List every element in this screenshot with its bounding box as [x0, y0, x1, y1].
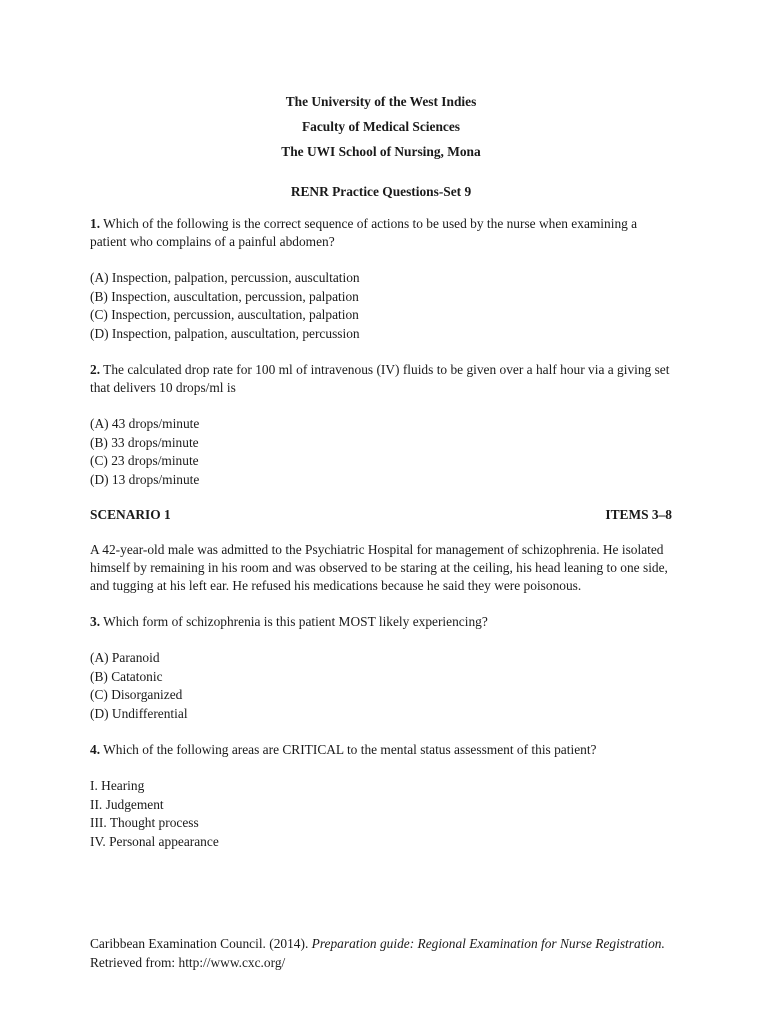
- faculty-name: Faculty of Medical Sciences: [301, 119, 461, 134]
- citation-source: Retrieved from: http://www.cxc.org/: [90, 955, 286, 970]
- question-1-option-a: (A) Inspection, palpation, percussion, auscultation: [90, 270, 360, 285]
- question-1-text: Which of the following is the correct sequence of actions to be used by the nurse when examining a patient who complains of a painful abdomen?: [90, 216, 638, 249]
- question-3-text: Which form of schizophrenia is this patient MOST likely experiencing?: [100, 614, 488, 629]
- question-3-option-c: (C) Disorganized: [90, 687, 183, 702]
- question-3-option-a: (A) Paranoid: [90, 650, 160, 665]
- question-4-option-i: I. Hearing: [90, 778, 145, 793]
- document-page: [90, 93, 672, 851]
- question-4-stem: [90, 741, 672, 759]
- scenario-label: SCENARIO 1: [90, 507, 171, 522]
- scenario-items: ITEMS 3–8: [605, 507, 672, 522]
- set-title: RENR Practice Questions-Set 9: [290, 184, 472, 199]
- question-2: [90, 361, 672, 489]
- question-2-option-c: (C) 23 drops/minute: [90, 453, 199, 468]
- question-4-option-ii: II. Judgement: [90, 796, 164, 812]
- question-3-option-d: (D) Undifferential: [90, 705, 188, 721]
- citation-title: Preparation guide: Regional Examination for Nurse Registration.: [311, 936, 665, 951]
- university-name: The University of the West Indies: [285, 94, 477, 109]
- question-1: [90, 215, 672, 343]
- question-4-option-iv: IV. Personal appearance: [90, 833, 219, 849]
- question-4-text: Which of the following areas are CRITICAL to the mental status assessment of this patient?: [100, 742, 597, 757]
- question-1-stem: [90, 215, 650, 251]
- question-3-stem: [90, 613, 672, 631]
- citation-author: Caribbean Examination Council. (2014).: [90, 936, 312, 951]
- question-2-option-a: (A) 43 drops/minute: [90, 416, 200, 431]
- question-2-text: The calculated drop rate for 100 ml of intravenous (IV) fluids to be given over a half hour via a giving set that delivers 10 drops/ml is: [90, 362, 670, 395]
- scenario-text: A 42-year-old male was admitted to the Psychiatric Hospital for management of schizophrenia. He isolated himself by remaining in his room and was observed to be staring at the ceiling, his head leaning to one side, and tugging at his left ear. He refused his medications because he said they were poisonous.: [90, 542, 668, 593]
- question-1-option-c: (C) Inspection, percussion, auscultation, palpation: [90, 307, 359, 322]
- question-1-number: 1.: [90, 216, 101, 231]
- question-1-option-b: (B) Inspection, auscultation, percussion, palpation: [90, 288, 359, 304]
- question-2-option-d: (D) 13 drops/minute: [90, 471, 200, 487]
- school-name: The UWI School of Nursing, Mona: [281, 144, 481, 159]
- question-2-stem: [90, 361, 674, 397]
- question-3-number: 3.: [90, 614, 101, 629]
- citation-footer: [90, 934, 680, 972]
- scenario-heading: [90, 506, 672, 524]
- question-4: [90, 741, 672, 851]
- question-2-number: 2.: [90, 362, 101, 377]
- question-2-option-b: (B) 33 drops/minute: [90, 434, 199, 450]
- question-4-number: 4.: [90, 742, 101, 757]
- question-1-option-d: (D) Inspection, palpation, auscultation, percussion: [90, 325, 360, 341]
- question-3-option-b: (B) Catatonic: [90, 668, 163, 684]
- question-4-option-iii: III. Thought process: [90, 815, 199, 830]
- question-3: [90, 613, 672, 723]
